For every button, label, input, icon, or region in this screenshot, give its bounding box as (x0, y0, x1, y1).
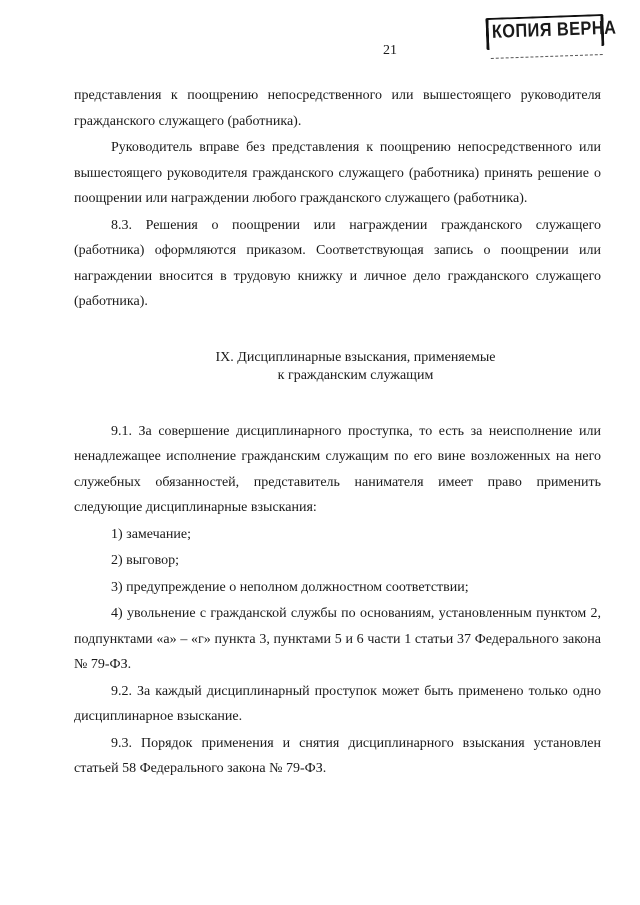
page-number: 21 (383, 43, 397, 58)
paragraph-9-2: 9.2. За каждый дисциплинарный проступок может быть применено только одно дисциплинарное взыскание. (74, 683, 601, 724)
list-item-4: 4) увольнение с гражданской службы по основаниям, установленным пунктом 2, подпунктами «а» – «г» пункта 3, пунктами 5 и 6 части 1 статьи 37 Федерального закона № 79-ФЗ. (74, 606, 601, 672)
paragraph-9-1: 9.1. За совершение дисциплинарного проступка, то есть за неисполнение или ненадлежащее исполнение гражданским служащим по его вине возложенных на него служебных обязанностей, представитель нанимателя имеет право применить следующие дисциплинарные взыскания: (74, 423, 601, 515)
copy-verified-stamp (485, 14, 617, 54)
section-heading (110, 349, 601, 385)
section-heading-line-1: IX. Дисциплинарные взыскания, применяемые (215, 349, 496, 365)
paragraph-9-3: 9.3. Порядок применения и снятия дисциплинарного взыскания установлен статьей 58 Федерального закона № 79-ФЗ. (74, 735, 601, 776)
paragraph-continuation: представления к поощрению непосредственного или вышестоящего руководителя гражданского служащего (работника). (74, 88, 601, 129)
list-item-1: 1) замечание; (111, 526, 191, 542)
stamp-text: КОПИЯ ВЕРНА (491, 17, 617, 43)
list-item-2: 2) выговор; (111, 553, 179, 568)
paragraph-8-3: 8.3. Решения о поощрении или награждении гражданского служащего (работника) оформляются приказом. Соответствующая запись о поощрении или награждении вносится в трудовую книжку и личное дело гражданского служащего (работника). (74, 217, 601, 309)
paragraph-manager-rights: Руководитель вправе без представления к поощрению непосредственного или вышестоящего руководителя гражданского служащего (работника) принять решение о поощрении или награждении любого гражданского служащего (работника). (74, 140, 601, 206)
document-body (74, 83, 601, 782)
list-item-3: 3) предупреждение о неполном должностном соответствии; (111, 579, 469, 595)
section-heading-line-2: к гражданским служащим (277, 367, 434, 383)
